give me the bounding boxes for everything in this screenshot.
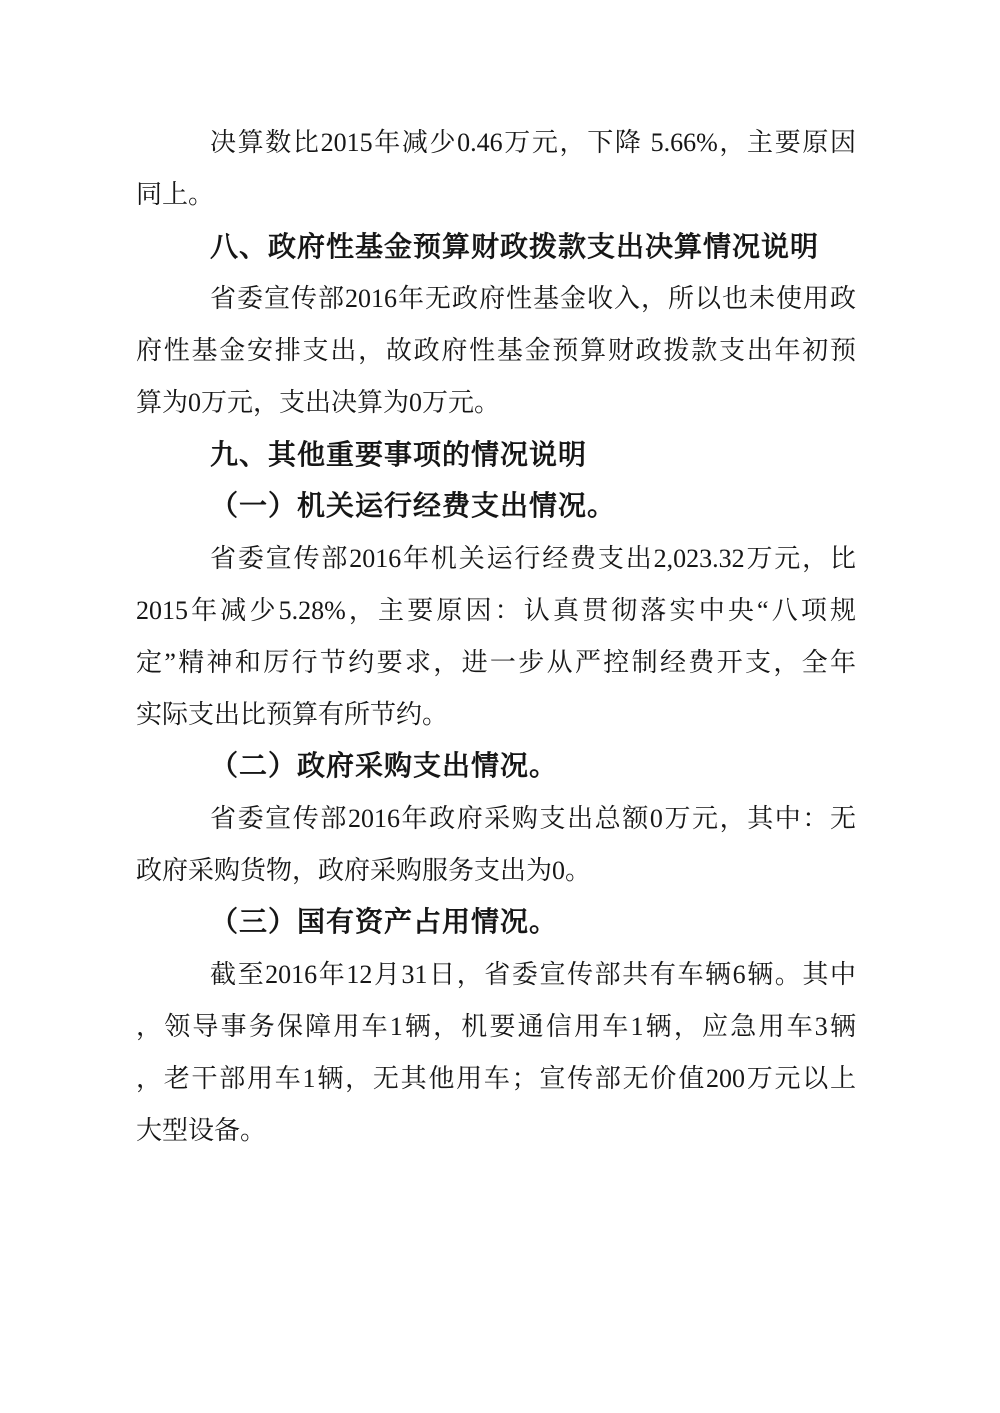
heading-line: （三）国有资产占用情况。 [210,907,559,938]
text-line: 决算数比2015年减少0.46万元，下降 5.66%，主要原因 [210,128,856,157]
text-line: 截至2016年12月31日，省委宣传部共有车辆6辆。其中 [210,960,856,989]
text-line: 大型设备。 [136,1116,267,1145]
text-line: 同上。 [136,180,215,209]
text-line: 算为0万元，支出决算为0万元。 [136,388,501,417]
document-body [136,117,856,1157]
heading-line: 九、其他重要事项的情况说明 [210,439,588,470]
text-line: 省委宣传部2016年无政府性基金收入，所以也未使用政 [210,284,856,313]
text-line: ，老干部用车1辆，无其他用车；宣传部无价值200万元以上 [136,1064,856,1093]
heading-line: （二）政府采购支出情况。 [210,751,559,782]
text-line: 实际支出比预算有所节约。 [136,700,449,729]
text-line: 政府采购货物，政府采购服务支出为0。 [136,856,592,885]
heading-line: 八、政府性基金预算财政拨款支出决算情况说明 [210,231,820,262]
text-line: 2015年减少5.28%，主要原因：认真贯彻落实中央“八项规 [136,596,856,625]
text-line: 府性基金安排支出，故政府性基金预算财政拨款支出年初预 [136,336,856,365]
text-line: ，领导事务保障用车1辆，机要通信用车1辆，应急用车3辆 [136,1012,856,1041]
text-line: 省委宣传部2016年机关运行经费支出2,023.32万元，比 [210,544,856,573]
text-line: 省委宣传部2016年政府采购支出总额0万元，其中：无 [210,804,856,833]
heading-line: （一）机关运行经费支出情况。 [210,491,617,522]
text-line: 定”精神和厉行节约要求，进一步从严控制经费开支，全年 [136,648,856,677]
